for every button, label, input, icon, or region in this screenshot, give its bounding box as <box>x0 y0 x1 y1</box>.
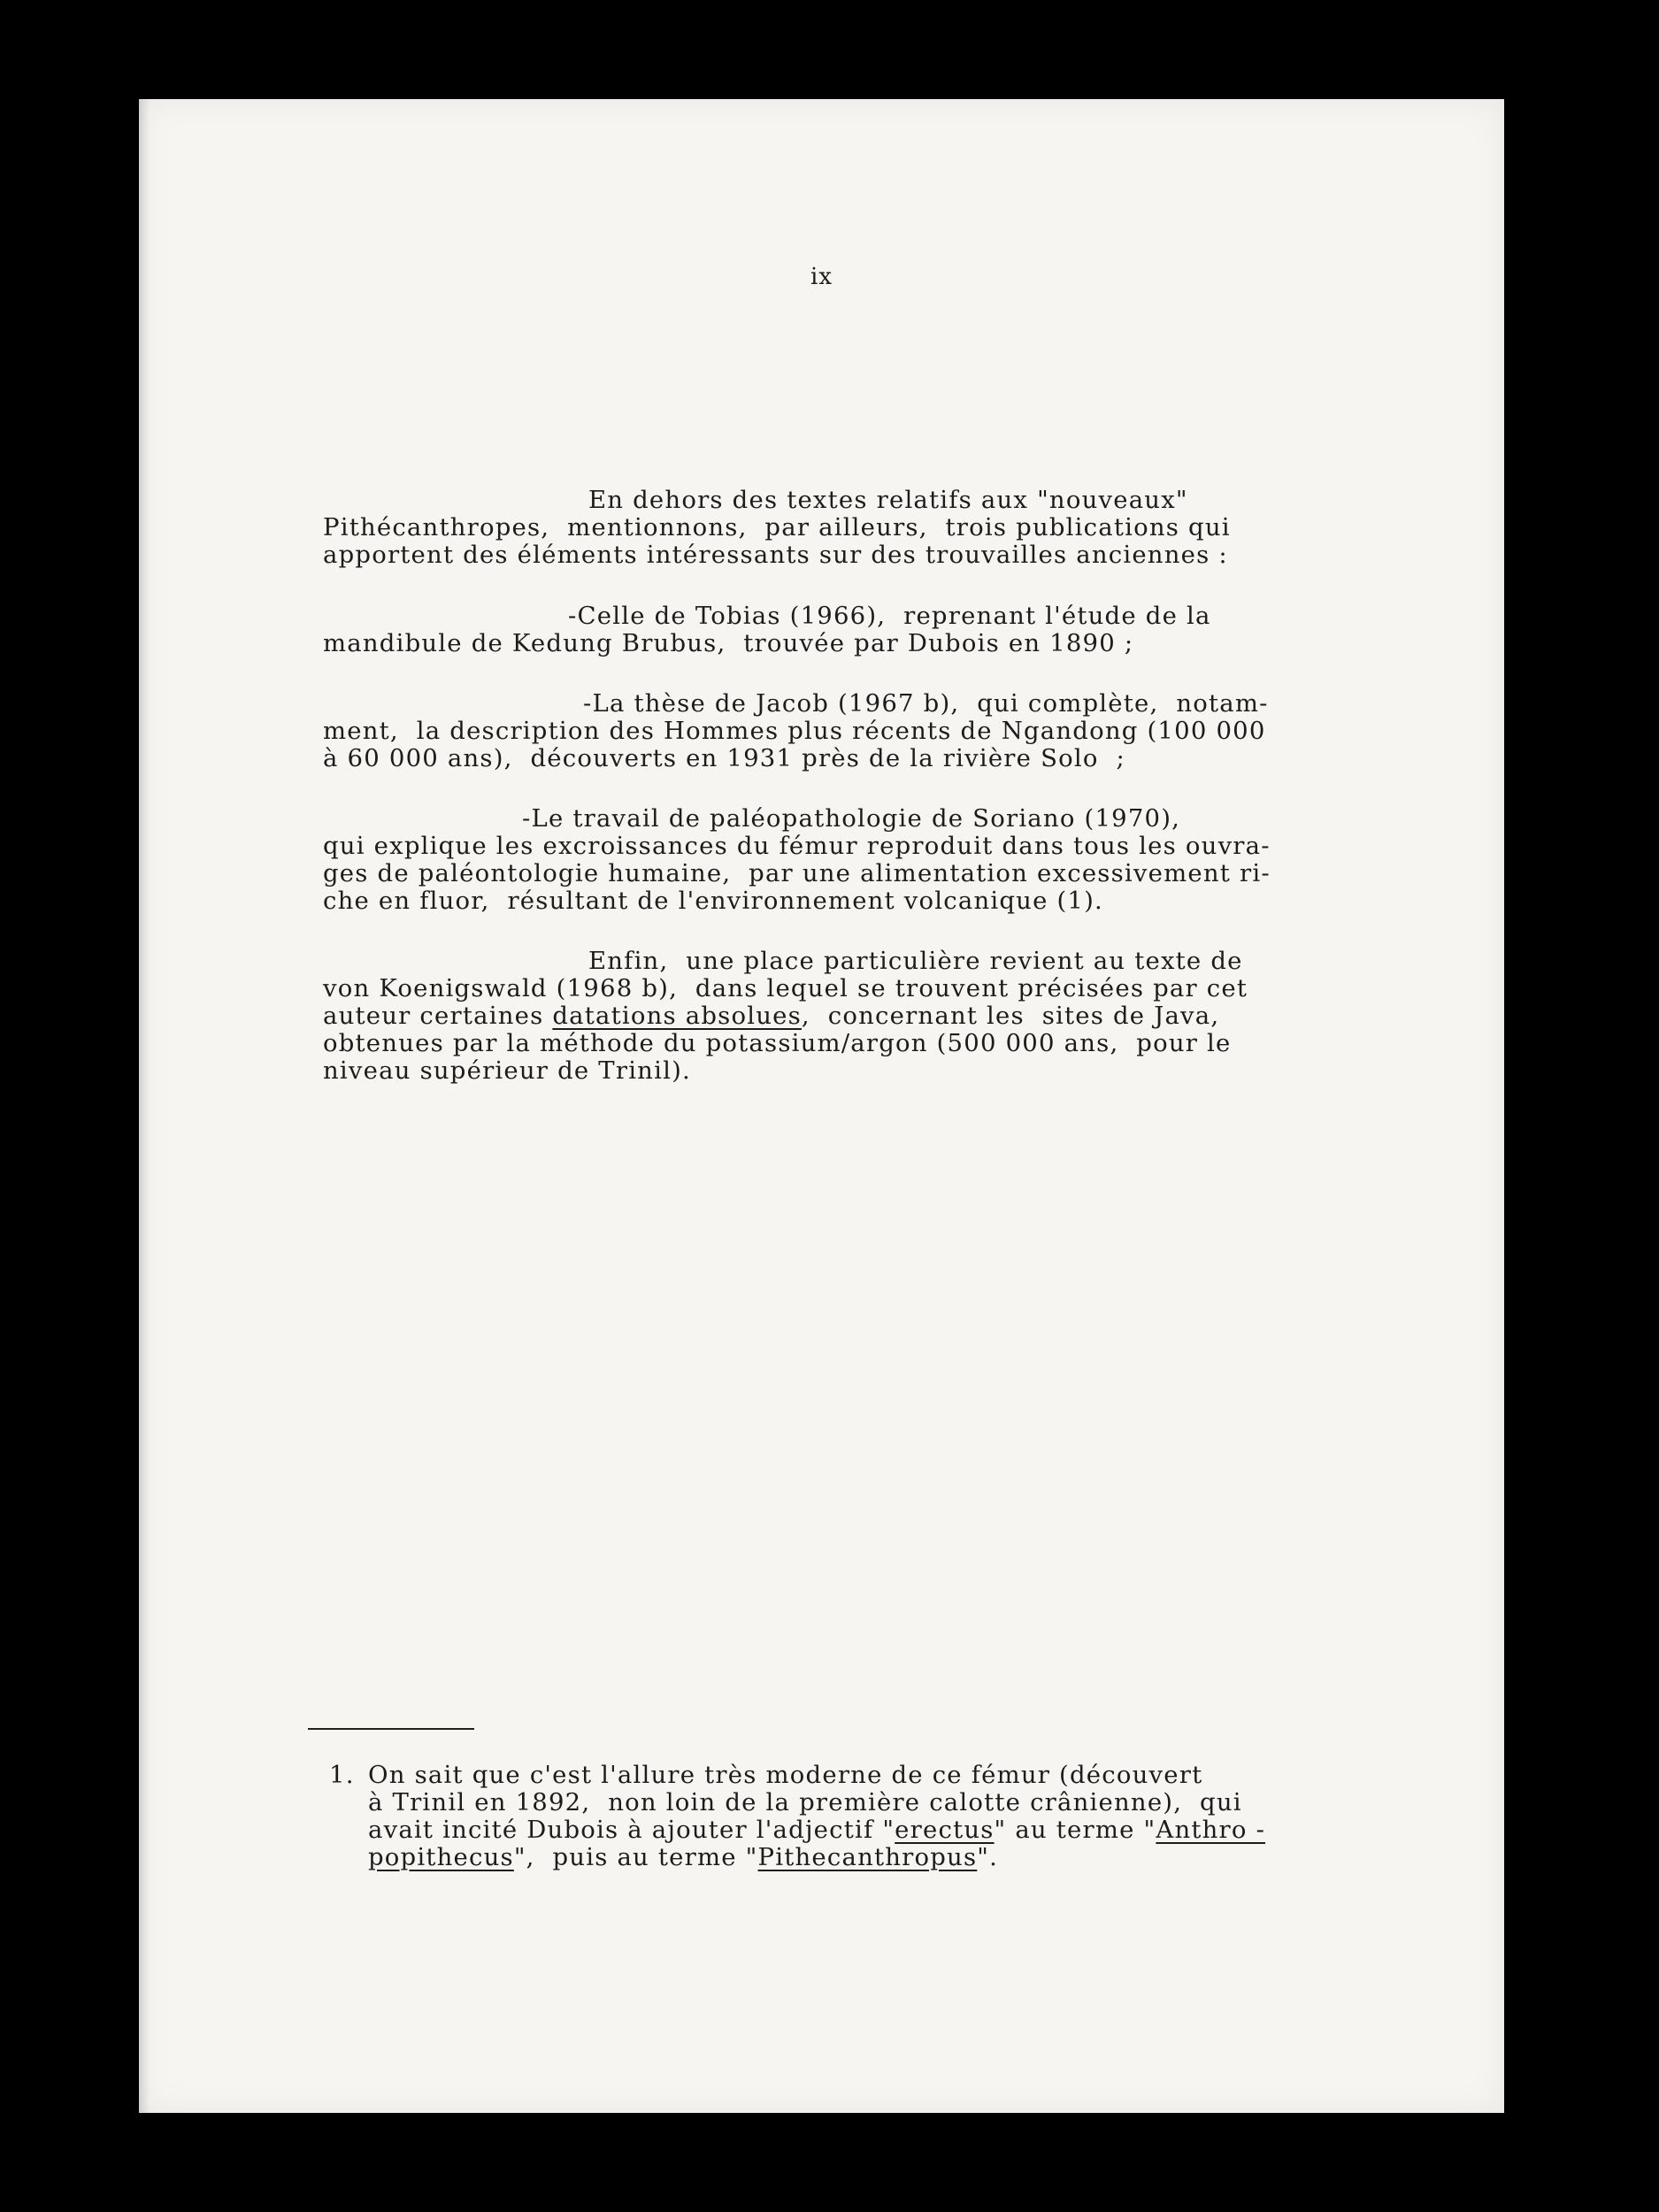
text-line: von Koenigswald (1968 b), dans lequel se trouvent précisées par cet <box>323 974 1248 1002</box>
text-run: , concernant les sites de Java, <box>801 1002 1220 1030</box>
document-page <box>139 99 1504 2113</box>
text-run: ", puis au terme " <box>513 1843 758 1871</box>
text-run: ". <box>977 1843 999 1871</box>
text-line: à 60 000 ans), découverts en 1931 près de la rivière Solo ; <box>323 744 1125 772</box>
text-line: -La thèse de Jacob (1967 b), qui complète, notam- <box>583 689 1269 718</box>
text-line: niveau supérieur de Trinil). <box>323 1056 691 1085</box>
underlined-term: erectus <box>895 1816 995 1844</box>
underlined-term: Anthro - <box>1156 1816 1266 1844</box>
page-edge-shadow <box>139 99 150 2113</box>
text-line: à Trinil en 1892, non loin de la première calotte crânienne), qui <box>368 1788 1242 1816</box>
text-run: avait incité Dubois à ajouter l'adjectif " <box>368 1816 895 1844</box>
text-line: Pithécanthropes, mentionnons, par ailleurs, trois publications qui <box>323 513 1231 541</box>
text-line: En dehors des textes relatifs aux "nouveaux" <box>588 486 1188 514</box>
text-line: obtenues par la méthode du potassium/argon (500 000 ans, pour le <box>323 1029 1232 1057</box>
text-line: che en fluor, résultant de l'environnement volcanique (1). <box>323 887 1103 915</box>
text-line: Enfin, une place particulière revient au texte de <box>588 947 1243 975</box>
text-line: On sait que c'est l'allure très moderne de ce fémur (découvert <box>368 1761 1203 1789</box>
page-number: ix <box>810 264 833 290</box>
footnote-number: 1. <box>329 1761 355 1789</box>
text-line: -Celle de Tobias (1966), reprenant l'étude de la <box>568 602 1211 630</box>
text-line: ment, la description des Hommes plus récents de Ngandong (100 000 <box>323 717 1266 745</box>
text-line <box>323 1002 1219 1030</box>
text-line: qui explique les excroissances du fémur reproduit dans tous les ouvra- <box>323 832 1271 860</box>
text-line: apportent des éléments intéressants sur des trouvailles anciennes : <box>323 541 1228 569</box>
underlined-term: datations absolues <box>552 1002 802 1030</box>
text-line: ges de paléontologie humaine, par une alimentation excessivement ri- <box>323 859 1271 887</box>
text-run: auteur certaines <box>323 1002 553 1030</box>
text-line <box>368 1843 998 1871</box>
text-line: mandibule de Kedung Brubus, trouvée par Dubois en 1890 ; <box>323 629 1134 657</box>
text-line: -Le travail de paléopathologie de Soriano (1970), <box>522 804 1181 833</box>
underlined-term: popithecus <box>368 1843 514 1871</box>
text-line <box>368 1816 1265 1844</box>
footnote-separator <box>308 1728 474 1730</box>
underlined-term: Pithecanthropus <box>757 1843 978 1871</box>
text-run: " au terme " <box>994 1816 1156 1844</box>
